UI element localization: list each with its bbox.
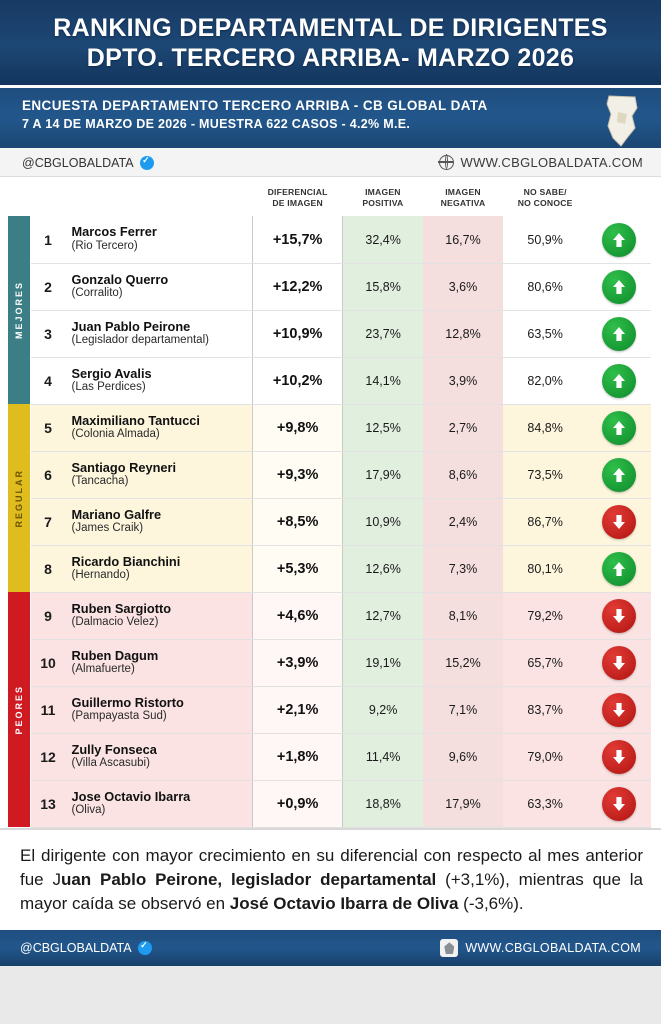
row-trend <box>587 357 651 404</box>
row-leader-name: Gonzalo Querro <box>71 271 169 287</box>
row-trend <box>587 686 651 733</box>
col-name <box>66 177 253 216</box>
row-leader-place: (Tancacha) <box>71 475 129 488</box>
row-differential: +9,8% <box>252 404 342 451</box>
row-image-positive: 19,1% <box>343 639 423 686</box>
row-position: 5 <box>31 404 66 451</box>
row-leader-place: (James Craik) <box>71 522 144 535</box>
row-leader <box>66 263 253 310</box>
row-image-negative: 2,7% <box>423 404 503 451</box>
row-position: 1 <box>31 216 66 263</box>
row-trend <box>587 639 651 686</box>
survey-info-bar <box>0 88 661 148</box>
summary-note <box>0 828 661 930</box>
row-image-positive: 12,7% <box>343 592 423 639</box>
row-leader <box>66 451 253 498</box>
table-row <box>8 686 651 733</box>
note-part-1: El dirigente con mayor crecimiento en su diferencial con respecto al mes anterior fue J <box>20 845 643 890</box>
cb-global-data-logo-icon <box>440 939 458 957</box>
row-image-negative: 3,9% <box>423 357 503 404</box>
row-leader-place: (Pampayasta Sud) <box>71 710 167 723</box>
col-image-negative-line1: IMAGEN <box>445 187 481 197</box>
footer-handle-label: @CBGLOBALDATA <box>20 941 132 956</box>
row-leader <box>66 780 253 827</box>
footer-social-handle[interactable] <box>20 941 152 955</box>
col-image-positive-line2: POSITIVA <box>362 197 404 208</box>
row-leader-place: (Corralito) <box>71 287 123 300</box>
col-differential <box>252 177 342 216</box>
arrow-up-icon <box>602 317 636 351</box>
row-image-positive: 9,2% <box>343 686 423 733</box>
arrow-down-icon <box>602 740 636 774</box>
row-dont-know: 63,5% <box>503 310 587 357</box>
row-leader-name: Marcos Ferrer <box>71 224 157 240</box>
row-leader <box>66 592 253 639</box>
row-leader-place: (Las Perdices) <box>71 381 146 394</box>
row-leader-name: Guillermo Ristorto <box>71 694 184 710</box>
arrow-down-icon <box>602 693 636 727</box>
row-image-negative: 16,7% <box>423 216 503 263</box>
row-differential: +2,1% <box>252 686 342 733</box>
row-trend <box>587 263 651 310</box>
row-leader-name: Sergio Avalis <box>71 365 152 381</box>
row-differential: +10,9% <box>252 310 342 357</box>
social-handle[interactable] <box>22 156 154 170</box>
row-dont-know: 79,0% <box>503 733 587 780</box>
col-trend <box>587 177 651 216</box>
table-row <box>8 545 651 592</box>
footer-website-label: WWW.CBGLOBALDATA.COM <box>465 941 641 956</box>
col-image-positive <box>343 177 423 216</box>
row-trend <box>587 733 651 780</box>
row-leader <box>66 545 253 592</box>
table-row <box>8 216 651 263</box>
row-differential: +4,6% <box>252 592 342 639</box>
row-differential: +5,3% <box>252 545 342 592</box>
note-bold-2: José Octavio Ibarra de Oliva <box>229 894 459 914</box>
row-image-negative: 3,6% <box>423 263 503 310</box>
row-image-negative: 9,6% <box>423 733 503 780</box>
row-leader-name: Maximiliano Tantucci <box>71 412 200 428</box>
row-differential: +10,2% <box>252 357 342 404</box>
globe-icon <box>439 155 454 170</box>
row-trend <box>587 216 651 263</box>
website-link[interactable] <box>439 155 643 170</box>
handle-label: @CBGLOBALDATA <box>22 155 134 170</box>
row-leader-place: (Hernando) <box>71 569 130 582</box>
col-dont-know <box>503 177 587 216</box>
row-image-negative: 2,4% <box>423 498 503 545</box>
page-footer <box>0 930 661 966</box>
col-image-negative <box>423 177 503 216</box>
row-dont-know: 79,2% <box>503 592 587 639</box>
row-dont-know: 82,0% <box>503 357 587 404</box>
footer-website-link[interactable] <box>440 939 641 957</box>
arrow-up-icon <box>602 223 636 257</box>
col-dont-know-line1: NO SABE/ <box>523 187 567 197</box>
table-row <box>8 780 651 827</box>
note-bold-1: uan Pablo Peirone, legislador departamental <box>60 870 437 890</box>
verified-badge-icon <box>138 941 152 955</box>
col-image-negative-line2: NEGATIVA <box>440 197 486 208</box>
row-differential: +15,7% <box>252 216 342 263</box>
row-image-negative: 15,2% <box>423 639 503 686</box>
row-image-negative: 7,3% <box>423 545 503 592</box>
row-image-negative: 8,1% <box>423 592 503 639</box>
row-differential: +9,3% <box>252 451 342 498</box>
arrow-down-icon <box>602 599 636 633</box>
row-leader-place: (Colonia Almada) <box>71 428 160 441</box>
band-label-peores <box>8 592 31 827</box>
row-differential: +12,2% <box>252 263 342 310</box>
row-dont-know: 86,7% <box>503 498 587 545</box>
col-image-positive-line1: IMAGEN <box>365 187 401 197</box>
row-leader <box>66 639 253 686</box>
verified-badge-icon <box>140 156 154 170</box>
table-row <box>8 263 651 310</box>
row-image-positive: 14,1% <box>343 357 423 404</box>
social-bar-top <box>0 148 661 177</box>
row-leader-place: (Almafuerte) <box>71 663 135 676</box>
row-position: 10 <box>31 639 66 686</box>
arrow-up-icon <box>602 411 636 445</box>
row-dont-know: 80,1% <box>503 545 587 592</box>
province-map-icon <box>599 94 645 148</box>
table-header-row <box>8 177 651 216</box>
row-position: 12 <box>31 733 66 780</box>
band-label-text: REGULAR <box>14 469 24 528</box>
row-image-positive: 12,6% <box>343 545 423 592</box>
row-trend <box>587 498 651 545</box>
ranking-table-body <box>8 216 651 827</box>
row-leader-name: Ruben Dagum <box>71 647 159 663</box>
row-image-positive: 11,4% <box>343 733 423 780</box>
row-leader-name: Santiago Reyneri <box>71 459 177 475</box>
row-leader <box>66 216 253 263</box>
band-label-mejores <box>8 216 31 404</box>
row-differential: +8,5% <box>252 498 342 545</box>
row-image-negative: 7,1% <box>423 686 503 733</box>
website-label: WWW.CBGLOBALDATA.COM <box>460 155 643 170</box>
row-image-positive: 10,9% <box>343 498 423 545</box>
row-dont-know: 83,7% <box>503 686 587 733</box>
arrow-up-icon <box>602 458 636 492</box>
row-dont-know: 80,6% <box>503 263 587 310</box>
arrow-down-icon <box>602 505 636 539</box>
row-leader <box>66 733 253 780</box>
row-trend <box>587 404 651 451</box>
table-row <box>8 498 651 545</box>
row-image-negative: 17,9% <box>423 780 503 827</box>
ranking-table <box>8 177 651 828</box>
row-leader <box>66 310 253 357</box>
band-label-text: MEJORES <box>14 281 24 340</box>
col-dont-know-line2: NO CONOCE <box>517 197 573 208</box>
arrow-down-icon <box>602 646 636 680</box>
table-row <box>8 310 651 357</box>
col-differential-line2: DE IMAGEN <box>272 197 323 208</box>
row-position: 6 <box>31 451 66 498</box>
arrow-up-icon <box>602 270 636 304</box>
row-image-negative: 8,6% <box>423 451 503 498</box>
row-dont-know: 50,9% <box>503 216 587 263</box>
page-subtitle: DPTO. TERCERO ARRIBA- MARZO 2026 <box>86 43 575 72</box>
table-row <box>8 404 651 451</box>
row-position: 8 <box>31 545 66 592</box>
survey-details: 7 A 14 DE MARZO DE 2026 - MUESTRA 622 CASOS - 4.2% M.E. <box>22 117 411 131</box>
row-leader-place: (Dalmacio Velez) <box>71 616 159 629</box>
row-leader-place: (Villa Ascasubi) <box>71 757 150 770</box>
row-leader-name: Jose Octavio Ibarra <box>71 788 191 804</box>
row-dont-know: 84,8% <box>503 404 587 451</box>
table-row <box>8 639 651 686</box>
table-row <box>8 357 651 404</box>
row-differential: +0,9% <box>252 780 342 827</box>
row-leader-name: Ruben Sargiotto <box>71 600 172 616</box>
row-position: 3 <box>31 310 66 357</box>
row-differential: +1,8% <box>252 733 342 780</box>
row-image-positive: 23,7% <box>343 310 423 357</box>
arrow-up-icon <box>602 364 636 398</box>
row-leader-place: (Rio Tercero) <box>71 240 138 253</box>
row-position: 13 <box>31 780 66 827</box>
row-image-positive: 18,8% <box>343 780 423 827</box>
row-leader-name: Juan Pablo Peirone <box>71 318 191 334</box>
row-position: 4 <box>31 357 66 404</box>
col-band <box>8 177 31 216</box>
note-part-3: (-3,6%). <box>458 894 524 914</box>
col-differential-line1: DIFERENCIAL <box>267 187 328 197</box>
row-leader <box>66 404 253 451</box>
row-dont-know: 63,3% <box>503 780 587 827</box>
row-trend <box>587 310 651 357</box>
row-image-positive: 15,8% <box>343 263 423 310</box>
band-label-text: PEORES <box>14 685 24 735</box>
row-leader-name: Zully Fonseca <box>71 741 157 757</box>
page-title: RANKING DEPARTAMENTAL DE DIRIGENTES <box>53 14 608 42</box>
row-leader-name: Mariano Galfre <box>71 506 162 522</box>
col-position <box>31 177 66 216</box>
row-dont-know: 73,5% <box>503 451 587 498</box>
page-header <box>0 0 661 88</box>
row-image-positive: 32,4% <box>343 216 423 263</box>
arrow-up-icon <box>602 552 636 586</box>
row-leader <box>66 357 253 404</box>
row-leader-place: (Oliva) <box>71 804 106 817</box>
row-leader <box>66 498 253 545</box>
arrow-down-icon <box>602 787 636 821</box>
note-part-2: (+3,1%), mientras que la mayor caída se observó en <box>20 870 644 914</box>
row-trend <box>587 451 651 498</box>
table-row <box>8 451 651 498</box>
row-position: 11 <box>31 686 66 733</box>
ranking-table-container <box>0 177 661 828</box>
row-differential: +3,9% <box>252 639 342 686</box>
row-trend <box>587 780 651 827</box>
row-image-negative: 12,8% <box>423 310 503 357</box>
survey-source: ENCUESTA DEPARTAMENTO TERCERO ARRIBA - CB GLOBAL DATA <box>22 98 488 113</box>
row-image-positive: 17,9% <box>343 451 423 498</box>
row-position: 2 <box>31 263 66 310</box>
row-leader-name: Ricardo Bianchini <box>71 553 181 569</box>
band-label-regular <box>8 404 31 592</box>
row-leader-place: (Legislador departamental) <box>71 334 209 347</box>
row-position: 9 <box>31 592 66 639</box>
row-dont-know: 65,7% <box>503 639 587 686</box>
table-row <box>8 733 651 780</box>
row-trend <box>587 592 651 639</box>
row-position: 7 <box>31 498 66 545</box>
row-image-positive: 12,5% <box>343 404 423 451</box>
row-leader <box>66 686 253 733</box>
row-trend <box>587 545 651 592</box>
table-row <box>8 592 651 639</box>
